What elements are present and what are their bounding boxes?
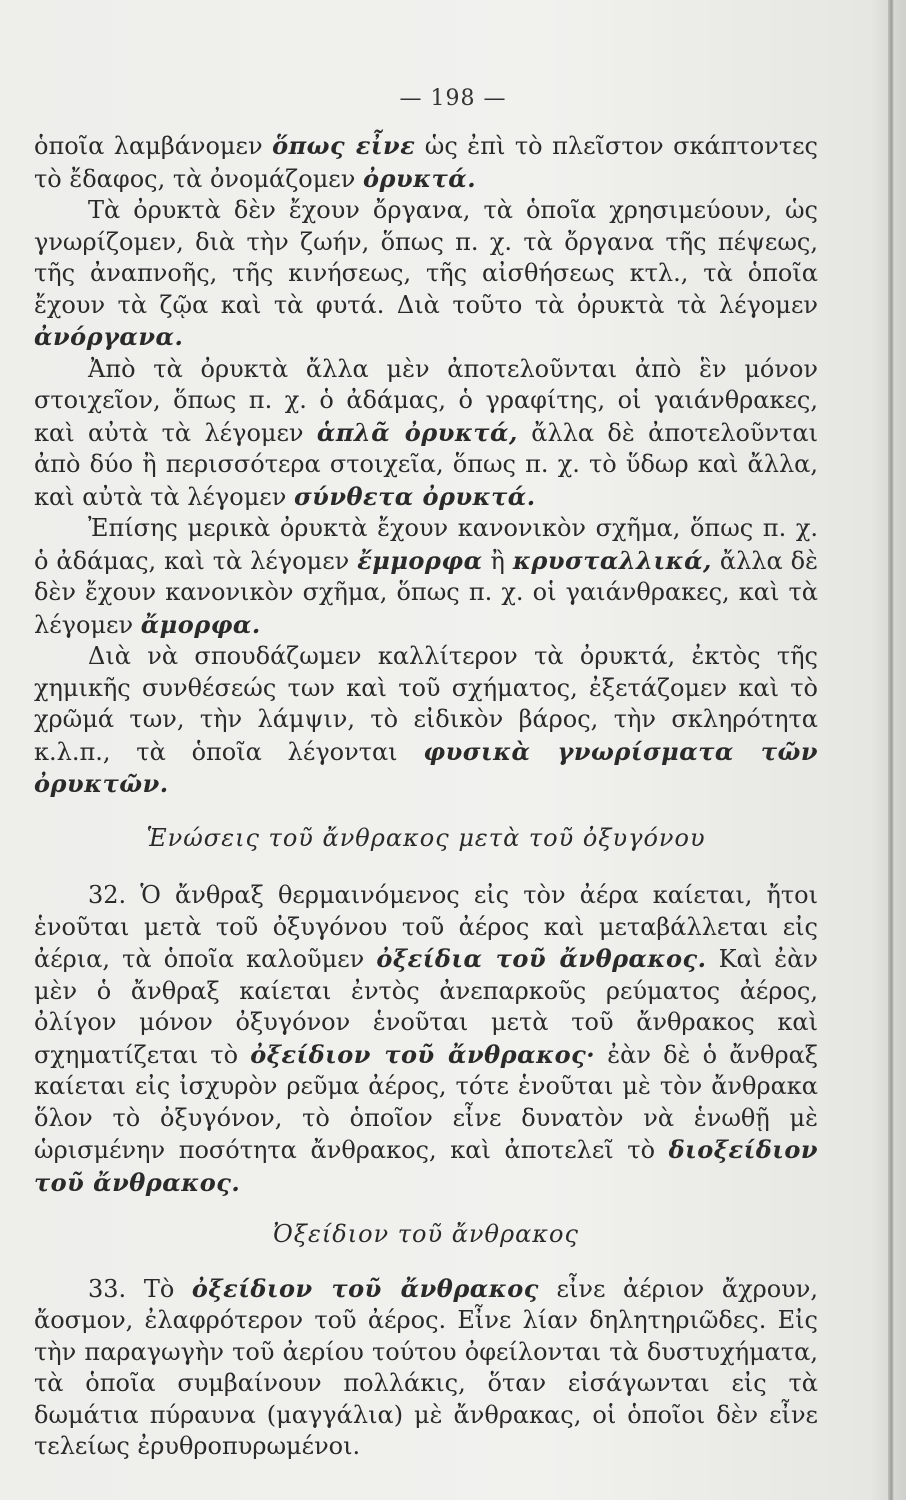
text-run: Ἐπίσης μερικὰ ὀρυκτὰ ἔχουν κανονικὸν σχῆμα, ὅπως π. χ. ὁ ἀδάμας, καὶ τὰ λέγομεν <box>34 514 818 575</box>
emphasis-term: ὀξείδιον τοῦ ἄνθρακος <box>191 1273 539 1303</box>
paragraph-2 <box>34 195 818 354</box>
emphasis-term: ἁπλᾶ ὀρυκτά, <box>316 417 518 447</box>
text-run: 32. Ὁ ἄνθραξ θερμαινόμενος εἰς τὸν ἀέρα καίεται, ἤτοι ἑνοῦται μετὰ τοῦ ὀξυγόνου τοῦ ἀέρος καὶ μεταβάλλεται εἰς ἀέρια, τὰ ὁποῖα καλοῦμεν <box>34 881 818 973</box>
paragraph-5 <box>34 641 818 801</box>
emphasis-term: ὀξείδια τοῦ ἄνθρακος. <box>376 944 707 973</box>
text-run: ὡς ἐπὶ τὸ πλεῖστον σκάπτοντες τὸ ἔδαφος, τὰ ὀνομάζομεν <box>34 132 818 193</box>
text-run: 33. Τὸ <box>88 1274 192 1303</box>
emphasis-term: ἄμορφα. <box>140 609 261 639</box>
text-run: ὁποῖα λαμβάνομεν <box>34 132 273 160</box>
page-edge-shadow <box>888 0 894 1500</box>
emphasis-term: κρυσταλλικά, <box>512 545 712 575</box>
emphasis-term: ἔμμορφα <box>357 545 483 575</box>
emphasis-term: ὀξείδιον τοῦ ἄνθρακος· <box>250 1039 596 1069</box>
paragraph-32 <box>34 880 818 1199</box>
section-heading-carbon-monoxide: Ὀξείδιον τοῦ ἄνθρακος <box>273 1220 579 1248</box>
paragraph-3 <box>34 354 818 514</box>
text-run: ἢ <box>482 546 513 575</box>
text-run: εἶνε ἀέριον ἄχρουν, ἄοσμον, ἐλαφρότερον τοῦ ἀέρος. Εἶνε λίαν δηλητηριῶδες. Εἰς τὴν παραγωγὴν τοῦ ἀερίου τούτου ὀφείλονται τὰ δυστυχήματα, τὰ ὁποῖα συμβαίνουν πολλάκις, ὅταν εἰσάγωνται εἰς τὰ δωμάτια πύραυνα (μαγγάλια) μὲ ἄνθρακας, οἱ ὁποῖοι δὲν εἶνε τελείως ἐρυθροπυρωμένοι. <box>34 1274 818 1460</box>
text-run: Τὰ ὀρυκτὰ δὲν ἔχουν ὄργανα, τὰ ὁποῖα χρησιμεύουν, ὡς γνωρίζομεν, διὰ τὴν ζωήν, ὅπως π. χ. τὰ ὄργανα τῆς πέψεως, τῆς ἀναπνοῆς, τῆς κινήσεως, τῆς αἰσθήσεως κτλ., τὰ ὁποῖα ἔχουν τὰ ζῷα καὶ τὰ φυτά. Διὰ τοῦτο τὰ ὀρυκτὰ τὰ λέγομεν <box>34 196 818 319</box>
paragraph-33 <box>34 1273 818 1463</box>
text-run: Διὰ νὰ σπουδάζωμεν καλλίτερον τὰ ὀρυκτά, ἐκτὸς τῆς χημικῆς συνθέσεώς των καὶ τοῦ σχήματος, ἐξετάζομεν καὶ τὸ χρῶμά των, τὴν λάμψιν, τὸ εἰδικὸν βάρος, τὴν σκληρότητα κ.λ.π., τὰ ὁποῖα λέγονται <box>34 642 818 766</box>
emphasis-term: ἀνόργανα. <box>34 322 184 351</box>
text-run: Καὶ ἐὰν μὲν ὁ ἄνθραξ καίεται ἐντὸς ἀνεπαρκοῦς ρεύματος ἀέρος, ὀλίγον μόνον ὀξυγόνον ἑνοῦται μετὰ τοῦ ἄνθρακος καὶ σχηματίζεται τὸ <box>34 945 818 1069</box>
section-heading-carbon-oxygen-compounds: Ἑνώσεις τοῦ ἄνθρακος μετὰ τοῦ ὀξυγόνου <box>146 823 706 852</box>
emphasis-term: φυσικὰ γνωρίσματα τῶν ὀρυκτῶν. <box>34 736 818 798</box>
text-run: Ἀπὸ τὰ ὀρυκτὰ ἄλλα μὲν ἀποτελοῦνται ἀπὸ ἓν μόνον στοιχεῖον, ὅπως π. χ. ὁ ἀδάμας, ὁ γραφίτης, οἱ γαιάνθρακες, καὶ αὐτὰ τὰ λέγομεν <box>34 354 818 447</box>
emphasis-term: διοξείδιον τοῦ ἄνθρακος. <box>34 1135 818 1197</box>
page-text <box>34 86 818 1463</box>
text-run: ἄλλα δὲ ἀποτελοῦνται ἀπὸ δύο ἢ περισσότερα στοιχεῖα, ὅπως π. χ. τὸ ὕδωρ καὶ ἄλλα, καὶ αὐτὰ τὰ λέγομεν <box>34 418 818 511</box>
paragraph-4 <box>34 513 818 641</box>
emphasis-term: ὅπως εἶνε <box>272 131 416 160</box>
emphasis-term: ὀρυκτά. <box>362 163 477 193</box>
paragraph-1 <box>34 130 818 195</box>
text-run: ἐὰν δὲ ὁ ἄνθραξ καίεται εἰς ἰσχυρὸν ρεῦμα ἀέρος, τότε ἑνοῦται μὲ τὸν ἄνθρακα ὅλον τὸ ὀξυγόνον, τὸ ὁποῖον εἶνε δυνατὸν νὰ ἑνωθῇ μὲ ὡρισμένην ποσότητα ἄνθρακος, καὶ ἀποτελεῖ τὸ <box>34 1040 818 1164</box>
page-number: — 198 — <box>399 86 507 111</box>
emphasis-term: σύνθετα ὀρυκτά. <box>293 481 536 511</box>
text-run: ἄλλα δὲ δὲν ἔχουν κανονικὸν σχῆμα, ὅπως π. χ. οἱ γαιάνθρακες, καὶ τὰ λέγομεν <box>34 546 819 639</box>
